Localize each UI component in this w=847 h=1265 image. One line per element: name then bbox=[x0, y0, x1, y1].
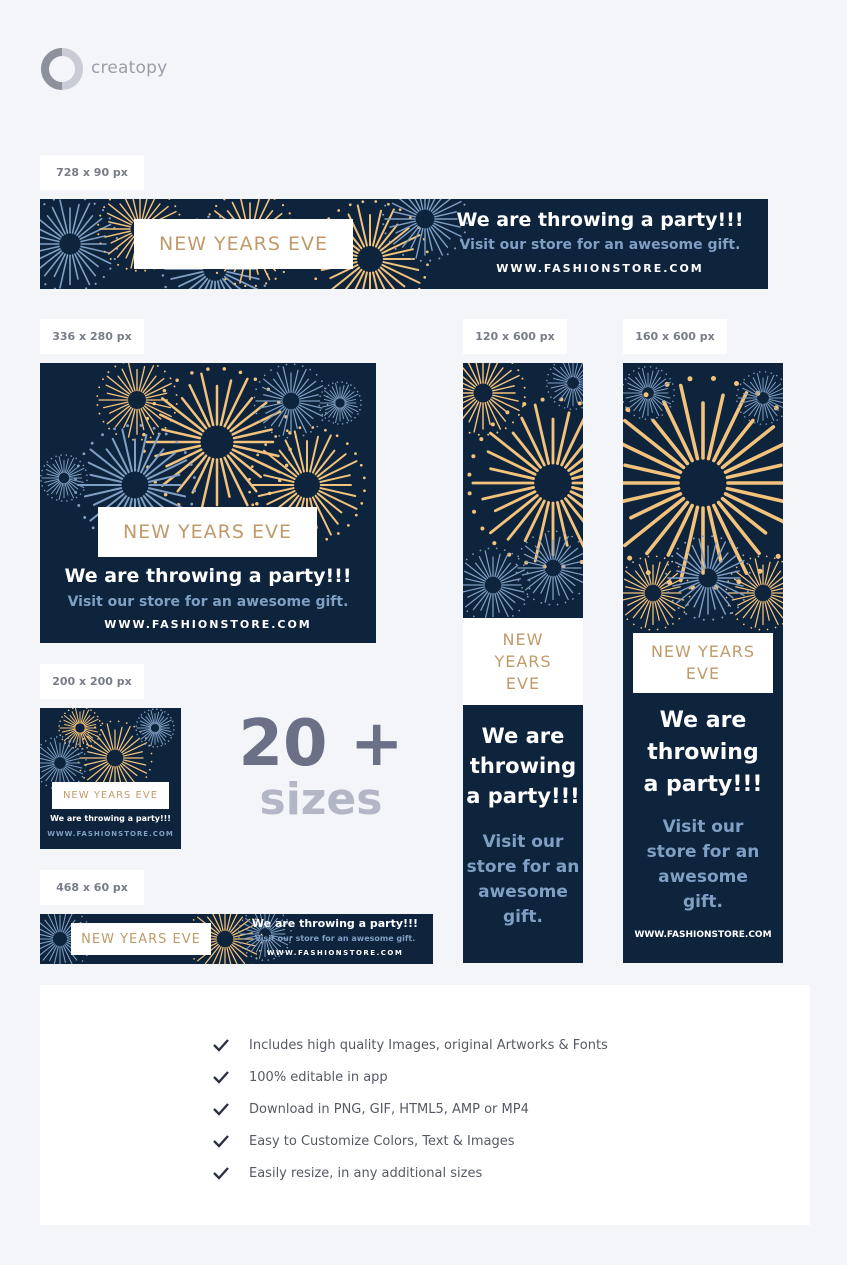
ad-url: WWW.FASHIONSTORE.COM bbox=[496, 262, 704, 275]
feature-text: Easy to Customize Colors, Text & Images bbox=[249, 1133, 515, 1149]
check-icon bbox=[212, 1070, 249, 1084]
banner-728x90[interactable] bbox=[40, 199, 768, 289]
features-panel bbox=[40, 985, 810, 1225]
sizes-count-label: sizes bbox=[259, 774, 383, 825]
banner-120x600[interactable] bbox=[463, 363, 583, 963]
fireworks-illustration bbox=[40, 708, 181, 849]
ad-subline: Visit our store for an awesome gift. bbox=[459, 237, 741, 253]
check-icon bbox=[212, 1166, 249, 1180]
brand-name: creatopy bbox=[91, 58, 168, 78]
size-tag-468x60: 468 x 60 px bbox=[40, 870, 144, 905]
features-list bbox=[212, 1029, 608, 1189]
ad-url: WWW.FASHIONSTORE.COM bbox=[266, 949, 404, 957]
fireworks-illustration bbox=[623, 363, 783, 653]
ad-subline: Visit our store for an awesome gift. bbox=[67, 594, 349, 610]
banner-468x60[interactable] bbox=[40, 914, 433, 964]
feature-item bbox=[212, 1157, 608, 1189]
ad-url: WWW.FASHIONSTORE.COM bbox=[634, 930, 772, 940]
feature-item bbox=[212, 1093, 608, 1125]
ad-title-box: NEW YEARS EVE bbox=[52, 782, 169, 809]
fireworks-illustration bbox=[463, 363, 583, 618]
ad-title-box: NEW YEARS EVE bbox=[134, 219, 353, 269]
ad-title-box: NEW YEARS EVE bbox=[633, 633, 773, 693]
ad-title-box: NEW YEARS EVE bbox=[98, 507, 317, 557]
banner-200x200[interactable] bbox=[40, 708, 181, 849]
ad-headline: We are throwing a party!!! bbox=[64, 565, 352, 587]
size-tag-160x600: 160 x 600 px bbox=[623, 319, 727, 354]
ad-headline: We are throwing a party!!! bbox=[50, 814, 171, 823]
feature-text: Includes high quality Images, original Artworks & Fonts bbox=[249, 1037, 608, 1053]
creatopy-logo-icon bbox=[40, 44, 84, 94]
ad-headline: We are throwing a party!!! bbox=[466, 724, 580, 808]
check-icon bbox=[212, 1102, 249, 1116]
creatopy-logo bbox=[40, 44, 200, 94]
ad-subline: Visit our store for an awesome gift. bbox=[646, 817, 760, 912]
banner-336x280[interactable] bbox=[40, 363, 376, 643]
banner-160x600[interactable] bbox=[623, 363, 783, 963]
feature-text: Download in PNG, GIF, HTML5, AMP or MP4 bbox=[249, 1101, 529, 1117]
size-tag-200x200: 200 x 200 px bbox=[40, 664, 144, 699]
size-tag-728x90: 728 x 90 px bbox=[40, 155, 144, 190]
ad-title-box: NEW YEARS EVE bbox=[71, 923, 211, 955]
ad-headline: We are throwing a party!!! bbox=[643, 708, 763, 797]
ad-url: WWW.FASHIONSTORE.COM bbox=[47, 830, 174, 838]
sizes-count-number: 20 + bbox=[238, 707, 404, 781]
ad-headline: We are throwing a party!!! bbox=[251, 917, 419, 930]
ad-subline: Visit our store for an awesome gift. bbox=[466, 832, 580, 927]
feature-item bbox=[212, 1125, 608, 1157]
ad-subline: Visit our store for an awesome gift. bbox=[254, 934, 416, 943]
feature-text: Easily resize, in any additional sizes bbox=[249, 1165, 483, 1181]
feature-item bbox=[212, 1061, 608, 1093]
check-icon bbox=[212, 1038, 249, 1052]
feature-item bbox=[212, 1029, 608, 1061]
feature-text: 100% editable in app bbox=[249, 1069, 388, 1085]
ad-url: WWW.FASHIONSTORE.COM bbox=[104, 618, 312, 631]
size-tag-336x280: 336 x 280 px bbox=[40, 319, 144, 354]
ad-title-box: NEW YEARS EVE bbox=[463, 618, 583, 705]
ad-headline: We are throwing a party!!! bbox=[456, 209, 744, 231]
check-icon bbox=[212, 1134, 249, 1148]
size-tag-120x600: 120 x 600 px bbox=[463, 319, 567, 354]
